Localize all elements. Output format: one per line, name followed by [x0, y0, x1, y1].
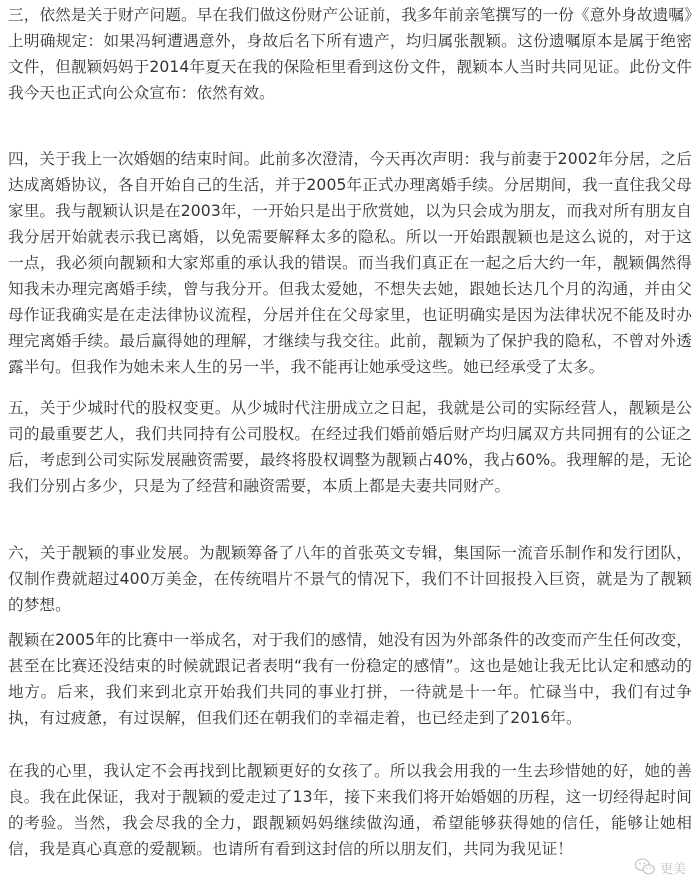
paragraph-closing-pledge: 在我的心里，我认定不会再找到比靓颖更好的女孩了。所以我会用我的一生去珍惜她的好，她的善良。我在此保证，我对于靓颖的爱走过了13年，接下来我们将开始婚姻的历程，这一切经得起时间的考验。当然，我会尽我的全力，跟靓颖妈妈继续做沟通，希望能够获得她的信任，能够让她相信，我是真心真意的爱靓颖。也请所有看到这封信的所以朋友们，共同为我见证！ — [8, 762, 692, 858]
wechat-logo-icon — [634, 856, 656, 878]
paragraph-relationship-history: 靓颖在2005年的比赛中一举成名，对于我们的感情，她没有因为外部条件的改变而产生任何改变，甚至在比赛还没结束的时候就跟记者表明“我有一份稳定的感情”。这也是她让我无比认定和感动的地方。后来，我们来到北京开始我们共同的事业打拼，一待就是十一年。忙碌当中，我们有过争执，有过疲惫，有过误解，但我们还在朝我们的幸福走着，也已经走到了2016年。 — [8, 631, 692, 727]
watermark-text: 更美 — [659, 861, 686, 877]
watermark — [634, 856, 686, 878]
paragraph-4-previous-marriage: 四，关于我上一次婚姻的结束时间。此前多次澄清，今天再次声明：我与前妻于2002年分居，之后达成离婚协议，各自开始自己的生活，并于2005年正式办理离婚手续。分居期间，我一直住我父母家里。我与靓颖认识是在2003年，一开始只是出于欣赏她，以为只会成为朋友，而我对所有朋友自我分居开始就表示我已离婚，以免需要解释太多的隐私。所以一开始跟靓颖也是这么说的，对于这一点，我必须向靓颖和大家郑重的承认我的错误。而当我们真正在一起之后大约一年，靓颖偶然得知我未办理完离婚手续，曾与我分开。但我太爱她，不想失去她，跟她长达几个月的沟通，并由父母作证我确实是在走法律协议流程，分居并住在父母家里，也证明确实是因为法律状况不能及时办理完离婚手续。最后赢得她的理解，才继续与我交往。此前，靓颖为了保护我的隐私，不曾对外透露半句。但我作为她未来人生的另一半，我不能再让她承受这些。她已经承受了太多。 — [8, 150, 692, 376]
paragraph-5-equity-change: 五，关于少城时代的股权变更。从少城时代注册成立之日起，我就是公司的实际经营人，靓颖是公司的最重要艺人，我们共同持有公司股权。在经过我们婚前婚后财产均归属双方共同拥有的公证之后，考虑到公司实际发展融资需要，最终将股权调整为靓颖占40%，我占60%。我理解的是，无论我们分别占多少，只是为了经营和融资需要，本质上都是夫妻共同财产。 — [8, 399, 692, 495]
paragraph-3-property: 三，依然是关于财产问题。早在我们做这份财产公证前，我多年前亲笔撰写的一份《意外身故遗嘱》上明确规定：如果冯轲遭遇意外，身故后名下所有遗产，均归属张靓颖。这份遗嘱原本是属于绝密文件，但靓颖妈妈于2014年夏天在我的保险柜里看到这份文件，靓颖本人当时共同见证。此份文件我今天也正式向公众宣布：依然有效。 — [8, 6, 692, 102]
paragraph-6-career: 六，关于靓颖的事业发展。为靓颖筹备了八年的首张英文专辑，集国际一流音乐制作和发行团队，仅制作费就超过400万美金，在传统唱片不景气的情况下，我们不计回报投入巨资，就是为了靓颖的梦想。 — [8, 544, 692, 614]
